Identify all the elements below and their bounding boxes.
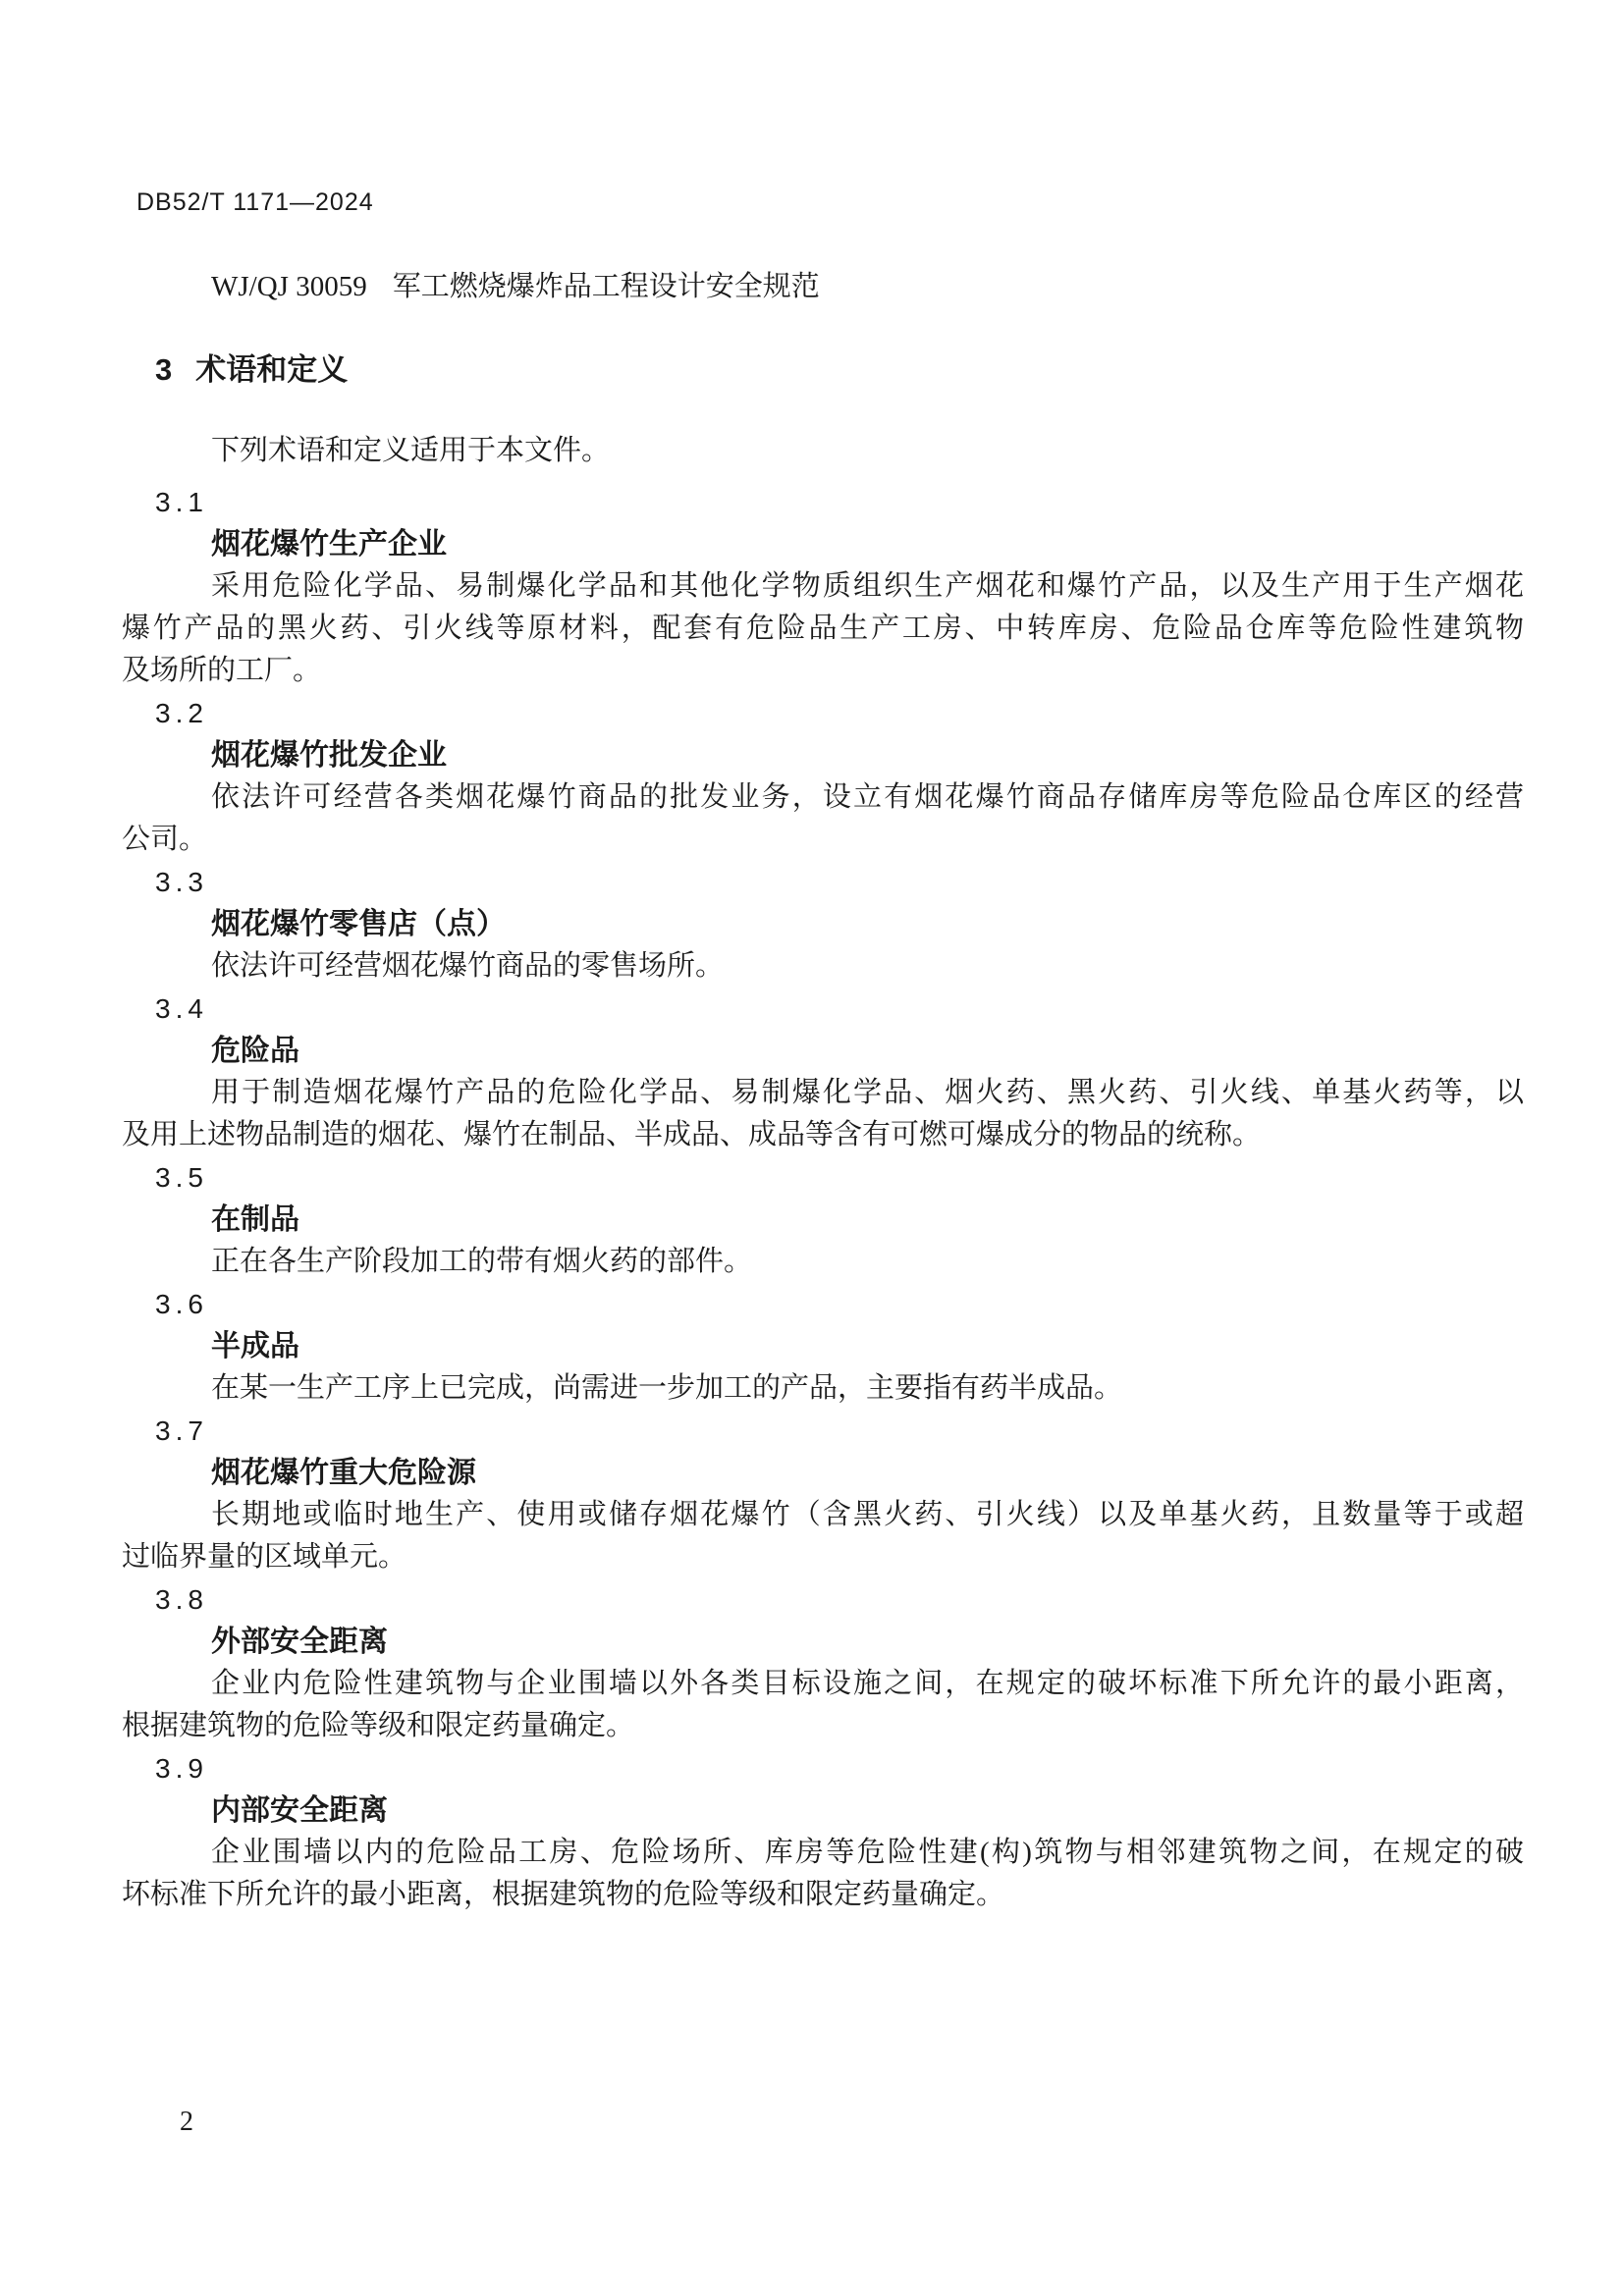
definition-line: 及场所的工厂。 xyxy=(122,655,322,686)
standard-number-header: DB52/T 1171—2024 xyxy=(136,188,374,216)
definition-line: 及用上述物品制造的烟花、爆竹在制品、半成品、成品等含有可燃可爆成分的物品的统称。 xyxy=(122,1119,1262,1150)
section-number: 3 xyxy=(155,352,173,387)
definition-line: 依法许可经营烟花爆竹商品的零售场所。 xyxy=(211,950,725,982)
term-title: 外部安全距离 xyxy=(211,1626,388,1658)
term-entry xyxy=(122,1156,1524,1283)
term-entry xyxy=(122,1410,1524,1578)
section-title: 术语和定义 xyxy=(195,352,349,387)
term-definition xyxy=(122,565,1524,692)
definition-line: 企业围墙以内的危险品工房、危险场所、库房等危险性建(构)筑物与相邻建筑物之间，在规定的破 xyxy=(211,1837,1524,1868)
term-title: 烟花爆竹批发企业 xyxy=(211,739,447,772)
term-definition xyxy=(122,1241,1524,1283)
definition-line: 采用危险化学品、易制爆化学品和其他化学物质组织生产烟花和爆竹产品，以及生产用于生产烟花 xyxy=(211,570,1524,602)
term-number: 3.2 xyxy=(155,698,208,728)
term-number: 3.4 xyxy=(155,993,208,1024)
definition-line: 坏标准下所允许的最小距离，根据建筑物的危险等级和限定药量确定。 xyxy=(122,1879,1005,1910)
term-definition xyxy=(122,1494,1524,1578)
term-number: 3.5 xyxy=(155,1162,208,1193)
definition-line: 长期地或临时地生产、使用或储存烟花爆竹（含黑火药、引火线）以及单基火药，且数量等于或超 xyxy=(211,1499,1524,1530)
term-title: 内部安全距离 xyxy=(211,1794,388,1827)
reference-title: 军工燃烧爆炸品工程设计安全规范 xyxy=(392,271,820,302)
reference-code: WJ/QJ 30059 xyxy=(211,271,367,302)
term-number: 3.9 xyxy=(155,1753,208,1784)
term-definition xyxy=(122,1072,1524,1156)
definition-line: 依法许可经营各类烟花爆竹商品的批发业务，设立有烟花爆竹商品存储库房等危险品仓库区的经营 xyxy=(211,781,1524,813)
term-entry xyxy=(122,988,1524,1156)
definition-line: 企业内危险性建筑物与企业围墙以外各类目标设施之间，在规定的破坏标准下所允许的最小距离， xyxy=(211,1668,1524,1699)
term-number: 3.6 xyxy=(155,1289,208,1319)
term-entry xyxy=(122,481,1524,692)
definition-line: 用于制造烟花爆竹产品的危险化学品、易制爆化学品、烟火药、黑火药、引火线、单基火药等，以 xyxy=(211,1077,1524,1108)
term-definition xyxy=(122,1367,1524,1410)
term-definition xyxy=(122,945,1524,988)
term-entry xyxy=(122,692,1524,861)
term-entry xyxy=(122,1578,1524,1747)
term-definition xyxy=(122,776,1524,861)
definition-line: 正在各生产阶段加工的带有烟火药的部件。 xyxy=(211,1246,753,1277)
terms-section xyxy=(122,481,1524,1916)
definition-line: 过临界量的区域单元。 xyxy=(122,1541,407,1573)
definition-line: 爆竹产品的黑火药、引火线等原材料，配套有危险品生产工房、中转库房、危险品仓库等危险性建筑物 xyxy=(122,613,1524,644)
term-title: 烟花爆竹生产企业 xyxy=(211,528,447,561)
term-entry xyxy=(122,1283,1524,1410)
definition-line: 在某一生产工序上已完成，尚需进一步加工的产品，主要指有药半成品。 xyxy=(211,1372,1123,1404)
term-number: 3.8 xyxy=(155,1584,208,1615)
term-title: 烟花爆竹零售店（点） xyxy=(211,908,506,940)
intro-paragraph: 下列术语和定义适用于本文件。 xyxy=(211,435,611,466)
definition-line: 根据建筑物的危险等级和限定药量确定。 xyxy=(122,1710,635,1741)
section-heading xyxy=(155,348,348,391)
term-title: 危险品 xyxy=(211,1035,299,1067)
definition-line: 公司。 xyxy=(122,824,208,855)
term-title: 烟花爆竹重大危险源 xyxy=(211,1457,476,1489)
term-number: 3.3 xyxy=(155,867,208,897)
term-title: 半成品 xyxy=(211,1330,299,1362)
page-number: 2 xyxy=(180,2107,193,2137)
normative-reference-line xyxy=(211,266,820,308)
term-definition xyxy=(122,1832,1524,1916)
term-title: 在制品 xyxy=(211,1203,299,1236)
term-number: 3.1 xyxy=(155,487,208,517)
term-entry xyxy=(122,1747,1524,1916)
term-entry xyxy=(122,861,1524,988)
term-number: 3.7 xyxy=(155,1415,208,1446)
term-definition xyxy=(122,1663,1524,1747)
